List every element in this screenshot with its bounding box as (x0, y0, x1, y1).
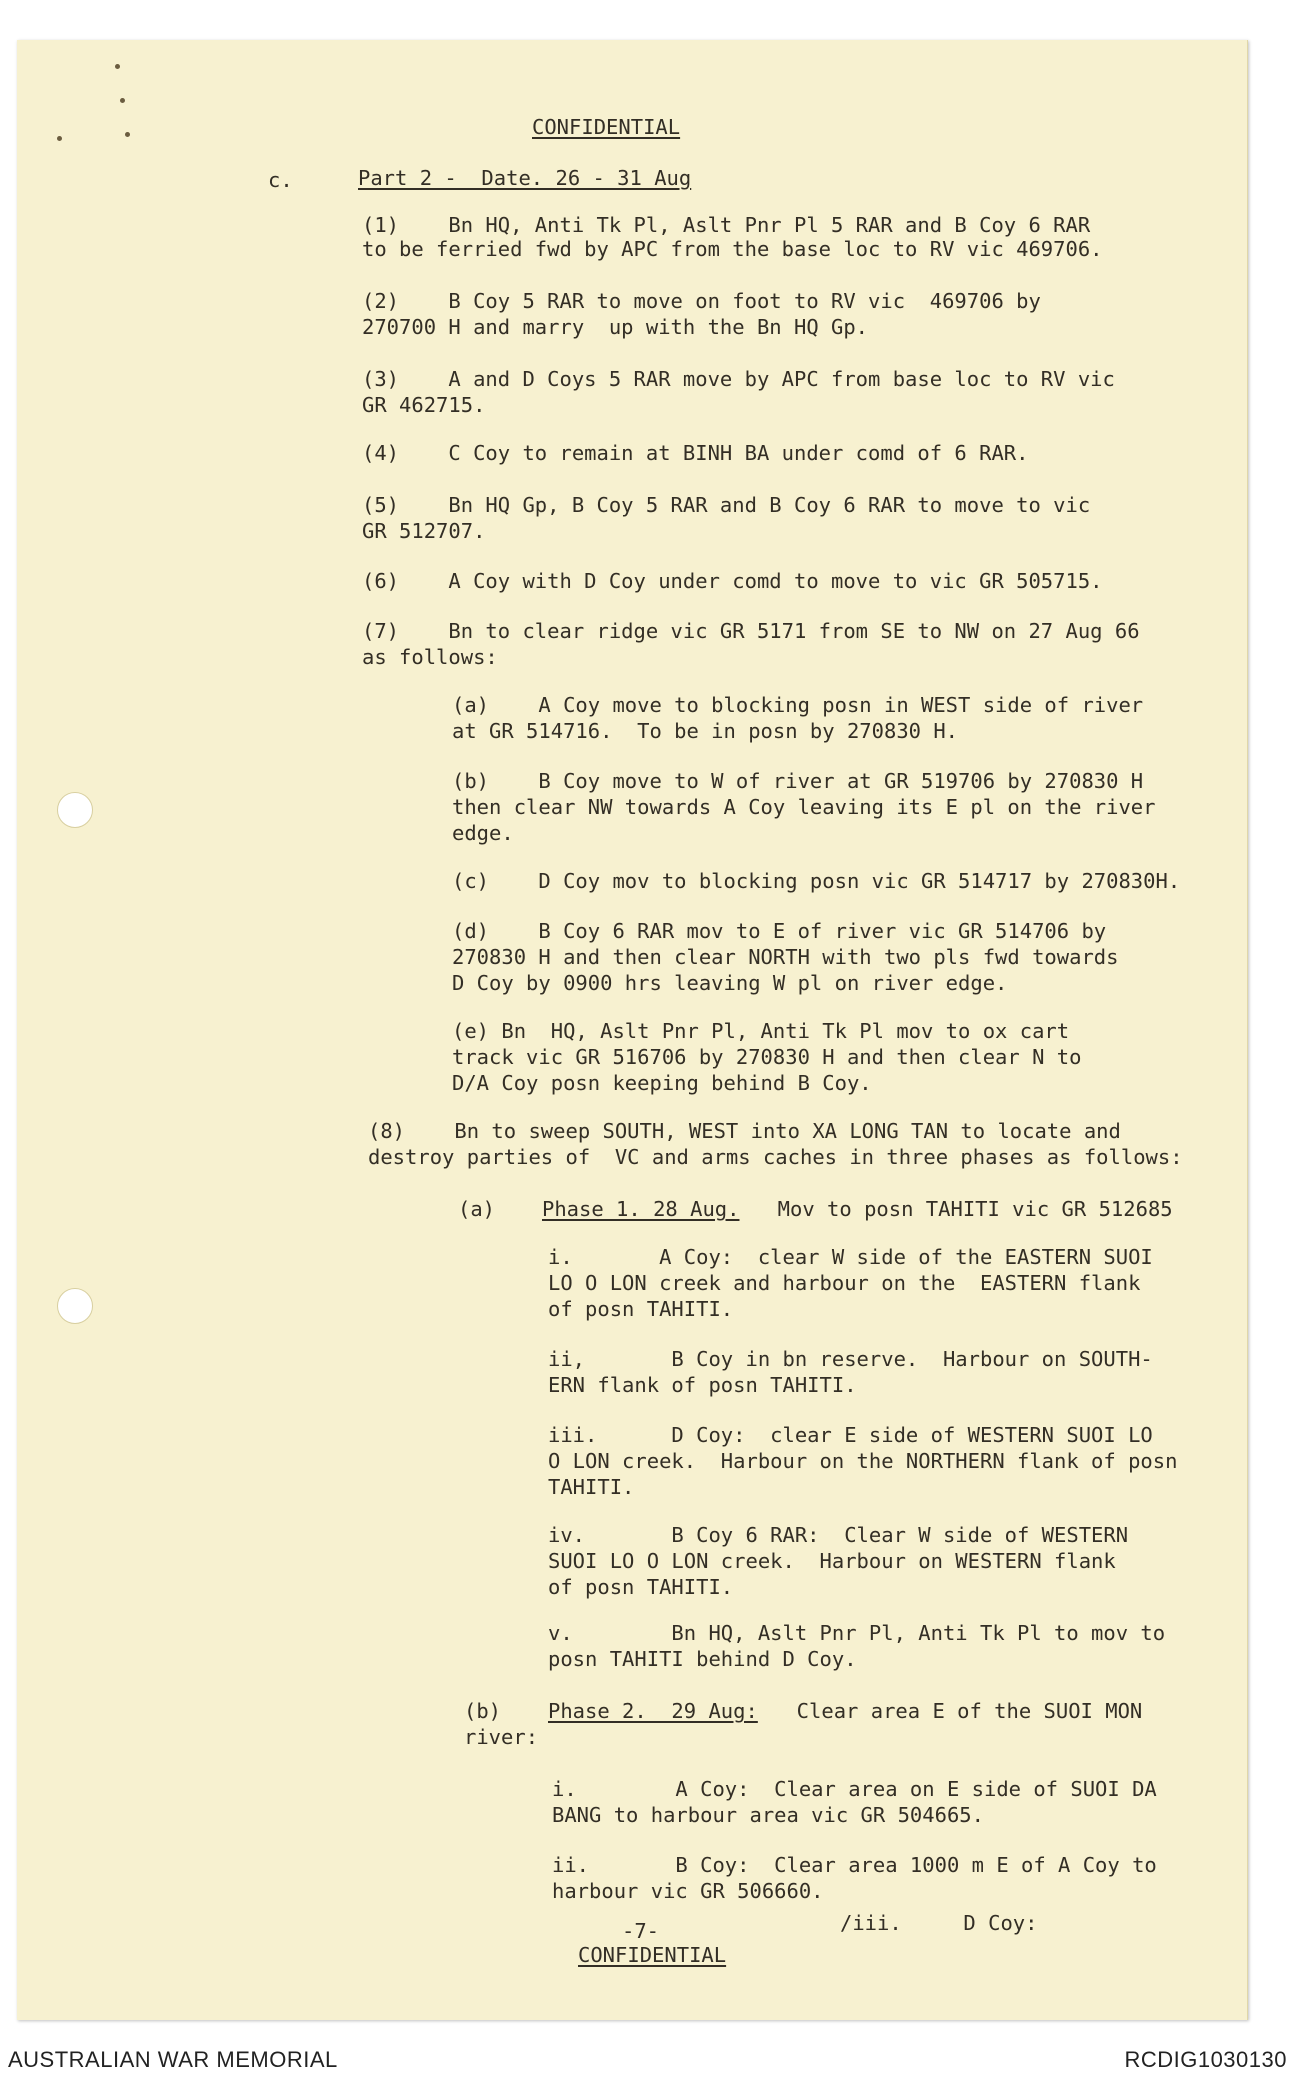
para-8a-marker: (a) (458, 1197, 496, 1221)
phase-1-v-line-1: v. Bn HQ, Aslt Pnr Pl, Anti Tk Pl to mov to (548, 1621, 1166, 1645)
para-5-line-2: GR 512707. (362, 519, 486, 543)
para-2-line-1: (2) B Coy 5 RAR to move on foot to RV vic 469706 by (362, 289, 1041, 313)
classification-bottom: CONFIDENTIAL (578, 1943, 727, 1967)
phase-2-ii-line-1: ii. B Coy: Clear area 1000 m E of A Coy to (552, 1853, 1157, 1877)
page-number: -7- (622, 1919, 660, 1943)
phase-1-iii-line-2: O LON creek. Harbour on the NORTHERN flank of posn (548, 1449, 1178, 1473)
phase-2-heading: Phase 2. 29 Aug: (548, 1699, 758, 1723)
para-7e-line-3: D/A Coy posn keeping behind B Coy. (452, 1071, 872, 1095)
para-7c-line-1: (c) D Coy mov to blocking posn vic GR 514717 by 270830H. (452, 869, 1181, 893)
phase-1-ii-line-1: ii, B Coy in bn reserve. Harbour on SOUTH- (548, 1347, 1153, 1371)
phase-2-i-line-2: BANG to harbour area vic GR 504665. (552, 1803, 984, 1827)
para-7e-line-1: (e) Bn HQ, Aslt Pnr Pl, Anti Tk Pl mov to ox cart (452, 1019, 1070, 1043)
para-7-line-2: as follows: (362, 645, 498, 669)
classification-top: CONFIDENTIAL (532, 115, 681, 139)
para-7b-line-1: (b) B Coy move to W of river at GR 519706 by 270830 H (452, 769, 1144, 793)
continuation-catchword: /iii. D Coy: (840, 1911, 1038, 1935)
paper-speck (125, 132, 130, 137)
phase-1-i-line-2: LO O LON creek and harbour on the EASTERN flank (548, 1271, 1141, 1295)
phase-1-heading: Phase 1. 28 Aug. (542, 1197, 740, 1221)
phase-1-i-line-3: of posn TAHITI. (548, 1297, 734, 1321)
para-2-line-2: 270700 H and marry up with the Bn HQ Gp. (362, 315, 869, 339)
phase-1-v-line-2: posn TAHITI behind D Coy. (548, 1647, 857, 1671)
para-8-line-1: (8) Bn to sweep SOUTH, WEST into XA LONG TAN to locate and (368, 1119, 1121, 1143)
archive-id: RCDIG1030130 (1124, 2047, 1287, 2072)
para-7d-line-1: (d) B Coy 6 RAR mov to E of river vic GR 514706 by (452, 919, 1107, 943)
para-7b-line-2: then clear NW towards A Coy leaving its E pl on the river (452, 795, 1156, 819)
para-1-line-1: (1) Bn HQ, Anti Tk Pl, Aslt Pnr Pl 5 RAR and B Coy 6 RAR (362, 213, 1091, 237)
paper-speck (120, 98, 125, 103)
phase-1-iii-line-3: TAHITI. (548, 1475, 635, 1499)
phase-1-iv-line-1: iv. B Coy 6 RAR: Clear W side of WESTERN (548, 1523, 1129, 1547)
archive-credit: AUSTRALIAN WAR MEMORIAL (8, 2047, 338, 2072)
para-4-line-1: (4) C Coy to remain at BINH BA under comd of 6 RAR. (362, 441, 1029, 465)
para-8-line-2: destroy parties of VC and arms caches in three phases as follows: (368, 1145, 1183, 1169)
punch-hole-top (57, 792, 93, 828)
para-7a-line-1: (a) A Coy move to blocking posn in WEST side of river (452, 693, 1144, 717)
para-6-line-1: (6) A Coy with D Coy under comd to move to vic GR 505715. (362, 569, 1103, 593)
para-7d-line-3: D Coy by 0900 hrs leaving W pl on river edge. (452, 971, 1008, 995)
punch-hole-bottom (57, 1288, 93, 1324)
phase-1-i-line-1: i. A Coy: clear W side of the EASTERN SUOI (548, 1245, 1153, 1269)
phase-1-text: Mov to posn TAHITI vic GR 512685 (753, 1197, 1173, 1221)
paper-speck (57, 136, 62, 141)
phase-2-i-line-1: i. A Coy: Clear area on E side of SUOI DA (552, 1777, 1157, 1801)
para-7a-line-2: at GR 514716. To be in posn by 270830 H. (452, 719, 959, 743)
para-5-line-1: (5) Bn HQ Gp, B Coy 5 RAR and B Coy 6 RAR to move to vic (362, 493, 1091, 517)
para-1-line-2: to be ferried fwd by APC from the base loc to RV vic 469706. (362, 237, 1103, 261)
phase-2-line-2: river: (464, 1725, 539, 1749)
phase-1-iv-line-2: SUOI LO O LON creek. Harbour on WESTERN flank (548, 1549, 1116, 1573)
para-7-line-1: (7) Bn to clear ridge vic GR 5171 from SE to NW on 27 Aug 66 (362, 619, 1140, 643)
para-7e-line-2: track vic GR 516706 by 270830 H and then clear N to (452, 1045, 1082, 1069)
phase-1-iii-line-1: iii. D Coy: clear E side of WESTERN SUOI LO (548, 1423, 1153, 1447)
paper-speck (115, 64, 120, 69)
phase-1-iv-line-3: of posn TAHITI. (548, 1575, 734, 1599)
para-3-line-2: GR 462715. (362, 393, 486, 417)
phase-1-ii-line-2: ERN flank of posn TAHITI. (548, 1373, 857, 1397)
part-title: Part 2 - Date. 26 - 31 Aug (358, 166, 692, 190)
phase-2-ii-line-2: harbour vic GR 506660. (552, 1879, 824, 1903)
para-7b-line-3: edge. (452, 821, 514, 845)
section-marker: c. (268, 168, 293, 192)
para-8b-marker: (b) (464, 1699, 502, 1723)
para-7d-line-2: 270830 H and then clear NORTH with two pls fwd towards (452, 945, 1119, 969)
phase-2-text: Clear area E of the SUOI MON (772, 1699, 1143, 1723)
para-3-line-1: (3) A and D Coys 5 RAR move by APC from base loc to RV vic (362, 367, 1115, 391)
